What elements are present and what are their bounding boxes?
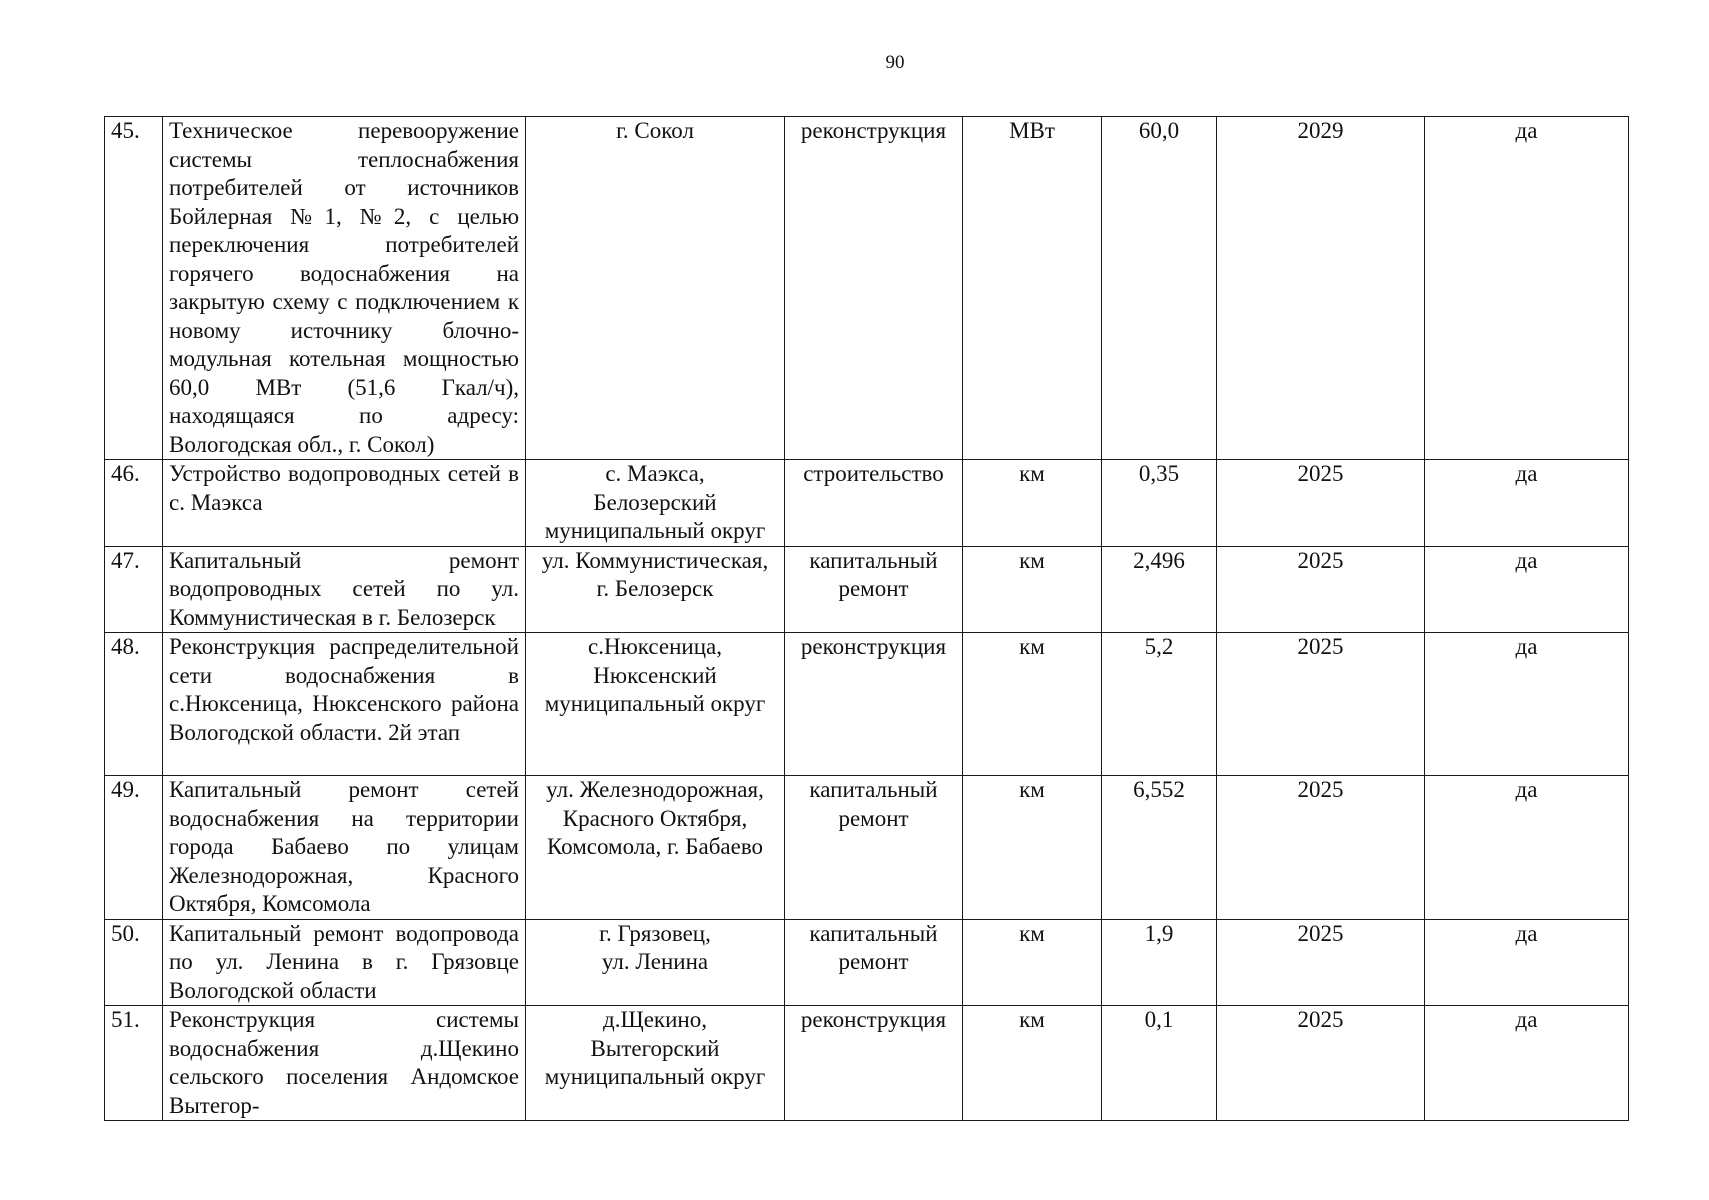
row-number: 51. bbox=[105, 1006, 163, 1121]
work-type bbox=[785, 546, 963, 633]
project-location bbox=[526, 117, 785, 460]
table-row bbox=[105, 776, 1629, 920]
year: 2025 bbox=[1217, 1006, 1425, 1121]
table-row bbox=[105, 546, 1629, 633]
work-type bbox=[785, 776, 963, 920]
quantity-value: 1,9 bbox=[1102, 919, 1217, 1006]
project-name: Капитальный ремонт водопровода по ул. Ленина в г. Грязовце Вологодской области bbox=[163, 919, 526, 1006]
status-flag: да bbox=[1425, 633, 1629, 776]
project-name: Техническое перевооружение системы теплоснабжения потребителей от источников Бойлерная №1, №2, с целью переключения потребителей горячего водоснабжения на закрытую схему с подключением к новому источнику блочно-модульная котельная мощностью 60,0 МВт (51,6 Гкал/ч), находящаяся по адресу: Вологодская обл., г. Сокол) bbox=[163, 117, 526, 460]
project-name: Реконструкция распределительной сети водоснабжения в с.Нюксеница, Нюксенского района Вологодской области. 2й этап bbox=[163, 633, 526, 776]
quantity-value: 0,1 bbox=[1102, 1006, 1217, 1121]
quantity-value: 60,0 bbox=[1102, 117, 1217, 460]
project-name: Капитальный ремонт водопроводных сетей по ул. Коммунистическая в г. Белозерск bbox=[163, 546, 526, 633]
year: 2025 bbox=[1217, 633, 1425, 776]
row-number: 49. bbox=[105, 776, 163, 920]
table-row bbox=[105, 1006, 1629, 1121]
status-flag: да bbox=[1425, 546, 1629, 633]
status-flag: да bbox=[1425, 117, 1629, 460]
status-flag: да bbox=[1425, 460, 1629, 547]
unit: км bbox=[963, 1006, 1102, 1121]
project-name: Капитальный ремонт сетей водоснабжения на территории города Бабаево по улицам Железнодорожная, Красного Октября, Комсомола bbox=[163, 776, 526, 920]
work-type-text: реконструкция bbox=[800, 118, 947, 143]
location-text: с. Маэкса, Белозерский муниципальный округ bbox=[544, 461, 766, 543]
unit: км bbox=[963, 776, 1102, 920]
page-number: 90 bbox=[885, 52, 905, 73]
project-name: Устройство водопроводных сетей в с. Маэкса bbox=[163, 460, 526, 547]
unit: км bbox=[963, 633, 1102, 776]
row-number: 46. bbox=[105, 460, 163, 547]
row-number: 47. bbox=[105, 546, 163, 633]
table-row bbox=[105, 919, 1629, 1006]
project-name: Реконструкция системы водоснабжения д.Щекино сельского поселения Андомское Вытегор- bbox=[163, 1006, 526, 1121]
quantity-value: 6,552 bbox=[1102, 776, 1217, 920]
work-type bbox=[785, 460, 963, 547]
project-location bbox=[526, 919, 785, 1006]
quantity-value: 5,2 bbox=[1102, 633, 1217, 776]
status-flag: да bbox=[1425, 919, 1629, 1006]
status-flag: да bbox=[1425, 1006, 1629, 1121]
work-type bbox=[785, 117, 963, 460]
unit: км bbox=[963, 460, 1102, 547]
work-type-text: капитальный ремонт bbox=[809, 547, 938, 601]
year: 2025 bbox=[1217, 919, 1425, 1006]
location-text: ул. Коммунистическая, г. Белозерск bbox=[541, 547, 769, 601]
work-type-text: капитальный ремонт bbox=[809, 920, 938, 974]
work-type-text: реконструкция bbox=[800, 1007, 947, 1032]
row-number: 50. bbox=[105, 919, 163, 1006]
work-type bbox=[785, 919, 963, 1006]
project-location bbox=[526, 1006, 785, 1121]
projects-table bbox=[104, 116, 1629, 1121]
project-location bbox=[526, 776, 785, 920]
table-row bbox=[105, 460, 1629, 547]
row-number: 45. bbox=[105, 117, 163, 460]
work-type-text: строительство bbox=[803, 461, 944, 486]
year: 2025 bbox=[1217, 460, 1425, 547]
work-type-text: капитальный ремонт bbox=[809, 777, 938, 831]
location-text: д.Щекино, Вытегорский муниципальный округ bbox=[544, 1007, 766, 1089]
year: 2025 bbox=[1217, 546, 1425, 633]
unit: км bbox=[963, 919, 1102, 1006]
work-type bbox=[785, 633, 963, 776]
location-text: ул. Железнодорожная, Красного Октября, Комсомола, г. Бабаево bbox=[546, 777, 764, 859]
unit: МВт bbox=[963, 117, 1102, 460]
work-type bbox=[785, 1006, 963, 1121]
table-row bbox=[105, 633, 1629, 776]
work-type-text: реконструкция bbox=[800, 634, 947, 659]
location-text: г. Сокол bbox=[616, 118, 694, 143]
year: 2029 bbox=[1217, 117, 1425, 460]
project-location bbox=[526, 460, 785, 547]
year: 2025 bbox=[1217, 776, 1425, 920]
unit: км bbox=[963, 546, 1102, 633]
table-row bbox=[105, 117, 1629, 460]
location-text: с.Нюксеница, Нюксенский муниципальный округ bbox=[544, 634, 766, 716]
project-location bbox=[526, 633, 785, 776]
location-text: г. Грязовец, ул. Ленина bbox=[599, 920, 711, 974]
project-location bbox=[526, 546, 785, 633]
row-number: 48. bbox=[105, 633, 163, 776]
status-flag: да bbox=[1425, 776, 1629, 920]
quantity-value: 0,35 bbox=[1102, 460, 1217, 547]
quantity-value: 2,496 bbox=[1102, 546, 1217, 633]
